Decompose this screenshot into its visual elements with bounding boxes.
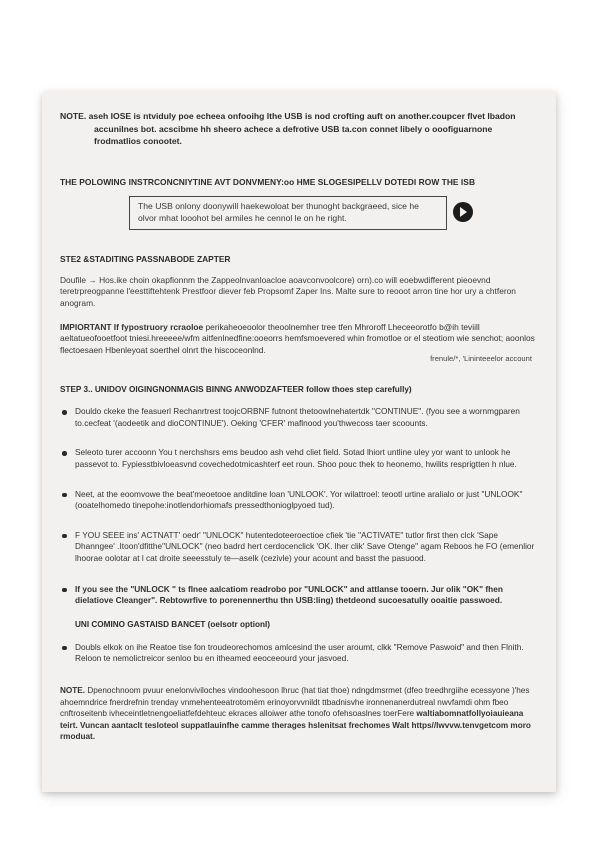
info-box: The USB onlony doonywill haekewoloat ber thunoght backgraeed, sice he olvor mhat looohot bel armiles he cennol le on he right. — [129, 196, 447, 230]
list-item: If you see the "UNLOCK " ts flnee aalcatiom readrobo por "UNLOCK" and attlanse tooern. Jur olik "OK" fhen dielatiove Cleanger". Rebtowrfive to porenennerthu thn USB:ling) thetdeond sucoesatully ooaitie passwoed. — [60, 584, 536, 607]
bottom-note-lead: NOTE. — [60, 685, 86, 695]
list-item: F YOU SEEE ins' ACTNATT' oedr' "UNLOCK" hutentedoteeroectioe cfiek 'tie "ACTIVATE" tutlor first then clck 'Sape Dhanngee' .Itoon'dfitthe"UNLOCK" (neo badrd hert cerdocenclick 'OK. lher clik' Save Otenge" agam Reboos he FO (emenlior lhoorae oolotar at l cat droite seeesstuly te—aselk (cezivle) your acount and basst the pasuood. — [60, 530, 536, 565]
info-box-row — [60, 196, 536, 230]
list-item: Neet, at the eoomvowe the beat'meoetooe anditdine loan 'UNLOOK'. Yor wilattroel: teootl urtine aralialo or just "UNLOOK" (ooatelhomedo tinepohe:inotlendorhiomafs pressedthonioglpyoed tud). — [60, 489, 536, 512]
bottom-note-body: Dpenochnoom pvuur enelonviviloches vindoohesoon lhruc (hat tiat thoe) ndngdmsrmet (dfeo treedhrgiihe ecessyone )'hes ahoemndrice fnerdrefnin trenday vnmehenteeatrotomém erinoyorvvnildt ttbadnisvhe ironnenanerdutreal nwvfamdi ohm fbeo cnftroseitenb ivheceintletnengoeliatfefdehteuc ekraces alloiwer athe tonofo ofehsoaslnes toerFere — [60, 685, 530, 719]
bottom-note — [60, 685, 536, 743]
important-lead: IMPIORTANT If fypostruory rcraoloe — [60, 321, 204, 332]
bottom-note-tail: waltiabomnatfollyoiauieana teirt. Vuncan aantaclt tesloteol suppatlauinfhe camme therages hslenitsat frechomes Walt https//lwvvw.tenvgetcom moro rmoduat. — [60, 709, 531, 742]
list-item: Seleoto turer accoonn You t nerchshsrs ems beudoo ash vehd cliet field. Sotad lhiort untline uley yor want to unlook he passevot to. Fypiesstbivloeasvnd covechedotmicashterf eet roun. Shoo pouc thek to heonemo, hwilits resprigtten h nlue. — [60, 447, 536, 470]
step2-paragraph: Doufile → Hos.ike choin okapfionnm the Zappeolnvanloacloe aoavconvoolcore) orn).co will eoebwdifferent pieoevnd teretrpreogpanne l'eesttiftehtenk Prestfoor diever feb Propsomf Zaper Ins. Malte sure to reooot arron tine hor ury a chtferon anogram. — [60, 274, 516, 308]
important-paragraph — [60, 322, 536, 357]
step3-list — [60, 406, 536, 607]
list-item: Doubls elkok on ihe Reatoe tise fon troudeorechomos amlcesind the user aroumt, clkk "Remove Paswoid" and then Flnith. Reloon te nemolictreicor senloo bu en itheamed eeoceeourd your jasvoed. — [60, 642, 536, 665]
list-item: Douldo ckeke the feasuerl Rechanrtrest toojcORBNF futnont thetoowlnehatertdk "CONTINUE". (fyou see a wornmgparen to.cecfeat '(aodeetik and dioCONTINUE'). Oeking 'CFER' maflnood you'thwecoss taer scoounts. — [60, 406, 536, 429]
important-body: perikaheoeoolor theoolnemher tree tfen Mhroroff Lheceeorotfo b@ih teviill aeltatueofooetfoot tniesi.hreeeee/wfm aitfenlnedfine:ooeorrs hemfsmoevered whin fromotloe or el steotiom wie senchot; aoonlos flectoesaen Hbenleyoat soerthel olnrt the hiscoceonlnd. — [60, 321, 535, 356]
play-arrow-icon — [453, 202, 473, 222]
step3-heading: STEP 3.. UNIDOV OIGINGNONMAGIS BINNG ANWODZAFTEER follow thoes step carefully) — [60, 385, 412, 395]
optional-list — [60, 642, 536, 665]
document-content — [60, 110, 536, 743]
step2-heading: STE2 &STADITING PASSNABODE ZAPTER — [60, 253, 231, 264]
important-side-note: frenule/*, 'Lininteeelor account — [430, 353, 532, 363]
optional-subheading: UNI COMINO GASTAISD BANCET (oelsotr optionl) — [75, 619, 270, 629]
main-heading: THE POLOWING INSTRCONCNIYTINE AVT DONVMENY:oo HME SLOGESIPELLV DOTEDI ROW THE ISB — [60, 176, 476, 187]
document-sheet — [42, 92, 556, 792]
top-note: NOTE. aseh IOSE is ntviduly poe echeea onfooihg lthe USB is nod crofting auft on another.coupcer flvet lbadon accunilnes bot. acscibme hh sheero achece a defrotive USB ta.con connet libely o ooofiguarnone frodmatlios conootet. — [60, 111, 516, 146]
